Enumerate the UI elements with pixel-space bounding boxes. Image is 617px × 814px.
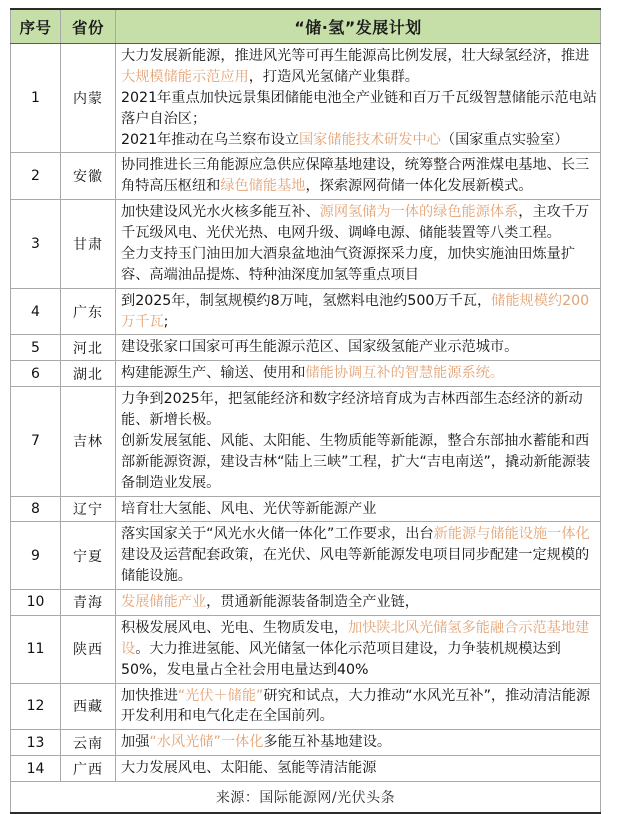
table-row [11, 590, 601, 616]
plain-text: ，探索源网荷储一体化发展新模式。 [305, 178, 533, 195]
plain-text: 加快建设风光水火核多能互补、 [121, 204, 320, 221]
plan-paragraph [121, 291, 598, 333]
cell-province: 西藏 [61, 683, 116, 730]
cell-plan [116, 361, 601, 387]
cell-plan [116, 153, 601, 200]
plain-text: ，贯通新能源装备制造全产业链， [206, 594, 419, 610]
column-header-index: 序号 [11, 9, 61, 44]
plain-text: 力争到2025年，把氢能经济和数字经济培育成为吉林西部生态经济的新动能、新增长极。 [121, 391, 583, 428]
table-body [11, 44, 601, 782]
cell-plan [116, 590, 601, 616]
plain-text: 大力发展新能源，推进风光等可再生能源高比例发展，壮大绿氢经济，推进 [121, 48, 590, 64]
plan-paragraph [121, 431, 598, 494]
cell-province: 辽宁 [61, 496, 116, 522]
plain-text: 研究和试点，大力推动“水风光互补”，推动清洁能源开发利用和电气化走在全国前列。 [121, 687, 591, 725]
table-row [11, 200, 601, 289]
cell-plan [116, 387, 601, 496]
plan-paragraph [121, 758, 598, 779]
cell-plan [116, 756, 601, 782]
plain-text: 大力发展风电、太阳能、氢能等清洁能源 [121, 760, 377, 777]
cell-province: 宁夏 [61, 522, 116, 590]
cell-index: 4 [11, 288, 61, 335]
plain-text: 到2025年，制氢规模约8万吨，氢燃料电池约500万千瓦， [121, 292, 492, 309]
plain-text: 2021年推动在乌兰察布设立 [121, 131, 299, 148]
plan-paragraph [121, 46, 598, 88]
table-row [11, 756, 601, 782]
cell-plan [116, 496, 601, 522]
highlighted-text: 储能协调互补的智慧能源系统。 [305, 365, 505, 382]
plan-paragraph [121, 499, 598, 520]
highlighted-text: “光伏＋储能” [177, 687, 264, 704]
plain-text: 构建能源生产、输送、使用和 [121, 365, 306, 382]
cell-plan [116, 730, 601, 756]
source-row [11, 782, 601, 814]
table-row [11, 615, 601, 683]
cell-index: 3 [11, 200, 61, 289]
cell-plan [116, 522, 601, 590]
table-row [11, 387, 601, 496]
highlighted-text: “水风光储”一体化 [149, 734, 264, 751]
table-header-row [11, 9, 601, 44]
plain-text: 积极发展风电、光电、生物质发电， [121, 619, 349, 636]
plain-text: ，打造风光氢储产业集群。 [248, 68, 419, 85]
plan-paragraph [121, 244, 598, 286]
cell-index: 7 [11, 387, 61, 496]
plan-paragraph [121, 155, 598, 197]
cell-province: 湖北 [61, 361, 116, 387]
highlighted-text: 大规模储能示范应用 [121, 68, 249, 85]
cell-index: 8 [11, 496, 61, 522]
highlighted-text: 源网氢储为一体的绿色能源体系 [319, 204, 519, 221]
cell-plan [116, 683, 601, 730]
cell-index: 1 [11, 44, 61, 153]
cell-province: 陕西 [61, 615, 116, 683]
table-row [11, 288, 601, 335]
table-row [11, 496, 601, 522]
plain-text: ; [163, 313, 169, 330]
cell-index: 2 [11, 153, 61, 200]
cell-plan [116, 288, 601, 335]
cell-index: 11 [11, 615, 61, 683]
table-footer [11, 782, 601, 814]
cell-index: 14 [11, 756, 61, 782]
plan-paragraph [121, 202, 598, 244]
plain-text: （国家重点实验室） [440, 131, 569, 148]
table-row [11, 44, 601, 153]
cell-province: 安徽 [61, 153, 116, 200]
plain-text: 培育壮大氢能、风电、光伏等新能源产业 [121, 500, 377, 517]
plain-text: 多能互补基地建设。 [263, 734, 392, 751]
plan-paragraph [121, 337, 598, 358]
cell-province: 甘肃 [61, 200, 116, 289]
table-row [11, 361, 601, 387]
cell-index: 9 [11, 522, 61, 590]
highlighted-text: 新能源与储能设施一体化 [433, 526, 590, 543]
cell-province: 吉林 [61, 387, 116, 496]
cell-plan [116, 200, 601, 289]
cell-province: 云南 [61, 730, 116, 756]
plan-paragraph [121, 88, 598, 130]
highlighted-text: 加快陕北风光储氢多能融合示范基地建设 [121, 619, 590, 657]
cell-index: 13 [11, 730, 61, 756]
column-header-plan: “储·氢”发展计划 [116, 9, 601, 44]
plan-paragraph [121, 524, 598, 587]
plan-paragraph [121, 363, 598, 384]
highlighted-text: 绿色储能基地 [220, 178, 306, 195]
plain-text: 加强 [121, 734, 150, 751]
plain-text: 协同推进长三角能源应急供应保障基地建设，统筹整合两淮煤电基地、长三角特高压枢纽和 [121, 157, 590, 195]
plain-text: 创新发展氢能、风能、太阳能、生物质能等新能源，整合东部抽水蓄能和西部新能源资源，建设吉林“陆上三峡”工程，扩大“吉电南送”，撬动新能源装备制造业发展。 [121, 432, 591, 491]
cell-index: 6 [11, 361, 61, 387]
plan-paragraph [121, 592, 598, 613]
plan-paragraph [121, 130, 598, 151]
plan-paragraph [121, 618, 598, 681]
plain-text: 建设及运营配套政策，在光伏、风电等新能源发电项目同步配建一定规模的储能设施。 [121, 547, 590, 585]
cell-province: 内蒙 [61, 44, 116, 153]
plain-text: 落实国家关于“风光水火储一体化”工作要求，出台 [121, 526, 434, 543]
highlighted-text: 发展储能产业 [121, 594, 207, 610]
table-row [11, 335, 601, 361]
plain-text: 建设张家口国家可再生能源示范区、国家级氢能产业示范城市。 [121, 339, 519, 356]
column-header-province: 省份 [61, 9, 116, 44]
plain-text: 2021年重点加快远景集团储能电池全产业链和百万千瓦级智慧储能示范电站落户自治区； [121, 89, 597, 127]
highlighted-text: 储能规模约200万千瓦 [121, 292, 590, 330]
table-header [11, 9, 601, 44]
cell-province: 河北 [61, 335, 116, 361]
table-row [11, 522, 601, 590]
cell-plan [116, 44, 601, 153]
cell-plan [116, 615, 601, 683]
plain-text: 加快推进 [121, 687, 178, 704]
cell-index: 10 [11, 590, 61, 616]
plain-text: 全力支持玉门油田加大酒泉盆地油气资源探采力度，加快实施油田炼量扩容、高端油品提炼、特种油深度加氢等重点项目 [121, 245, 576, 283]
province-storage-hydrogen-plan-table [10, 8, 601, 814]
highlighted-text: 国家储能技术研发中心 [298, 131, 441, 148]
cell-province: 青海 [61, 590, 116, 616]
plan-paragraph [121, 686, 598, 728]
cell-index: 5 [11, 335, 61, 361]
cell-plan [116, 335, 601, 361]
plan-paragraph [121, 389, 598, 431]
table-row [11, 730, 601, 756]
plain-text: 。大力推进氢能、风光储氢一体化示范项目建设，力争装机规模达到50%，发电量占全社会用电量达到40% [121, 640, 561, 678]
cell-index: 12 [11, 683, 61, 730]
plain-text: ，主攻千万千瓦级风电、光伏光热、电网升级、调峰电源、储能装置等八类工程。 [121, 204, 590, 241]
cell-province: 广东 [61, 288, 116, 335]
table-row [11, 153, 601, 200]
plan-paragraph [121, 732, 598, 753]
cell-province: 广西 [61, 756, 116, 782]
table-row [11, 683, 601, 730]
source-note: 来源：国际能源网/光伏头条 [11, 782, 601, 814]
